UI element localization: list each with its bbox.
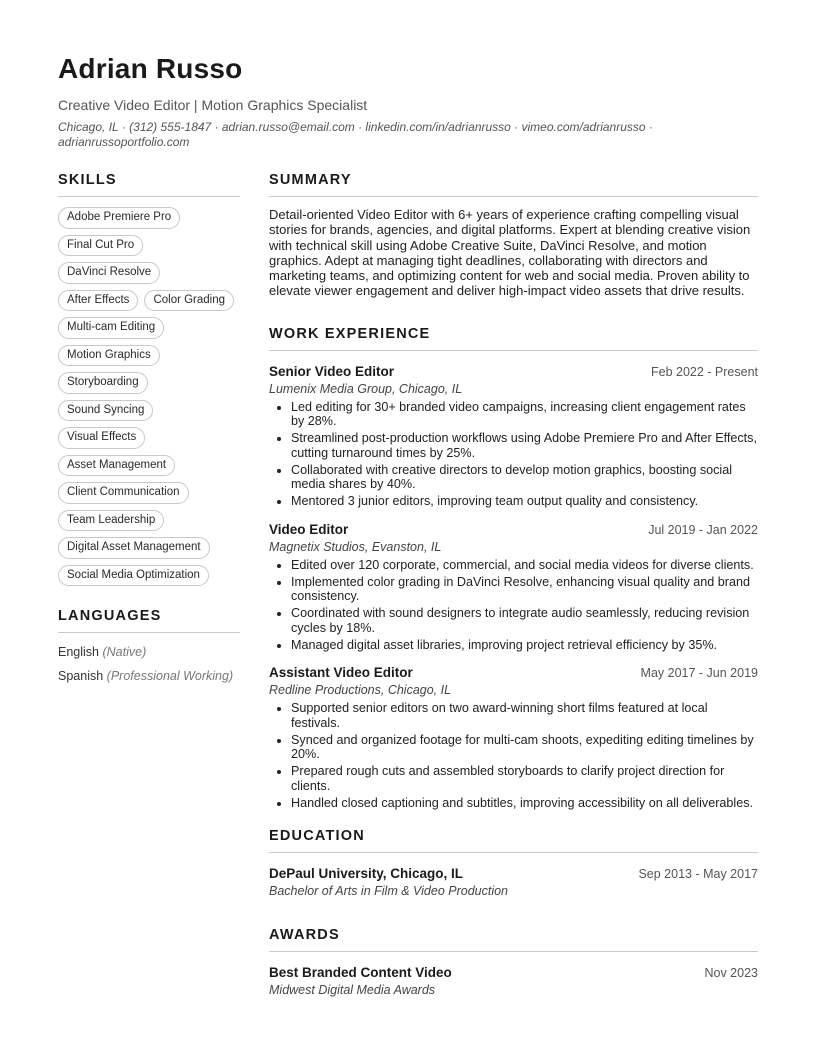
education-header xyxy=(269,865,758,882)
contact-line-1: Chicago, IL · (312) 555-1847 · adrian.russo@email.com · linkedin.com/in/adrianrusso · vimeo.com/adrianrusso · xyxy=(58,120,653,134)
job-bullet: • Collaborated with creative directors to develop motion graphics, boosting social media shares by 40%. xyxy=(291,463,758,492)
award-header xyxy=(269,964,758,981)
skill-chip: Social Media Optimization xyxy=(58,565,209,587)
degree: Bachelor of Arts in Film & Video Production xyxy=(269,884,509,899)
award-name: Best Branded Content Video xyxy=(269,965,452,981)
experience-section xyxy=(269,326,758,811)
award-issuer: Midwest Digital Media Awards xyxy=(269,983,436,998)
job-header xyxy=(269,363,758,380)
candidate-headline: Creative Video Editor | Motion Graphics Specialist xyxy=(58,97,368,113)
skill-chip: Asset Management xyxy=(58,455,175,477)
job-dates: Jul 2019 - Jan 2022 xyxy=(648,522,758,537)
job-entry xyxy=(269,363,758,509)
award-date: Nov 2023 xyxy=(704,966,758,981)
language-name: English xyxy=(58,645,99,659)
skill-chip: Storyboarding xyxy=(58,372,148,394)
job-bullet: • Implemented color grading in DaVinci Resolve, enhancing visual quality and brand consistency. xyxy=(291,575,758,604)
contact-info xyxy=(58,120,758,149)
skills-heading: SKILLS xyxy=(58,172,240,197)
skill-chip: Motion Graphics xyxy=(58,345,160,367)
job-dates: Feb 2022 - Present xyxy=(650,364,758,379)
job-bullet: • Edited over 120 corporate, commercial, and social media videos for diverse clients. xyxy=(291,558,758,573)
job-title: Senior Video Editor xyxy=(269,363,395,379)
job-company: Magnetix Studios, Evanston, IL xyxy=(269,539,442,554)
skill-chip: Adobe Premiere Pro xyxy=(58,207,180,229)
education-entry xyxy=(269,865,758,899)
languages-list xyxy=(58,643,240,686)
skill-chip: DaVinci Resolve xyxy=(58,262,160,284)
job-dates: May 2017 - Jun 2019 xyxy=(640,666,758,681)
job-bullet: • Synced and organized footage for multi-cam shoots, expediting editing timelines by 20%. xyxy=(291,733,758,762)
job-bullet: • Supported senior editors on two award-winning short films featured at local festivals. xyxy=(291,701,758,730)
skill-chip: Sound Syncing xyxy=(58,400,153,422)
skill-chip: Team Leadership xyxy=(58,510,164,532)
language-item xyxy=(58,643,240,663)
job-bullets xyxy=(269,400,758,509)
language-level: (Native) xyxy=(102,645,147,659)
job-bullet: • Coordinated with sound designers to integrate audio seamlessly, reducing revision cycles by 18%. xyxy=(291,606,758,635)
job-header xyxy=(269,664,758,681)
language-item xyxy=(58,667,240,687)
job-company: Redline Productions, Chicago, IL xyxy=(269,683,452,698)
job-title: Video Editor xyxy=(269,521,349,537)
summary-text: Detail-oriented Video Editor with 6+ years of experience crafting compelling visual stories for brands, agencies, and digital platforms. Expert at blending creative vision with technical skill using Adobe Creative Suite, DaVinci Resolve, and motion graphics. Adept at managing tight deadlines, collaborating with directors and marketing teams, and optimizing content for web and social media. Proven ability to elevate viewer engagement and deliver high-impact video assets that drive results. xyxy=(269,207,751,299)
contact-line-2: adrianrussoportfolio.com xyxy=(58,134,190,149)
languages-section xyxy=(58,608,240,686)
education-heading: EDUCATION xyxy=(269,828,758,853)
candidate-name: Adrian Russo xyxy=(58,53,243,84)
skill-chip: Visual Effects xyxy=(58,427,145,449)
skills-list xyxy=(58,207,240,586)
right-column xyxy=(269,172,758,998)
languages-heading: LANGUAGES xyxy=(58,608,240,633)
summary-section xyxy=(269,172,758,299)
job-bullets xyxy=(269,558,758,653)
job-bullet: • Streamlined post-production workflows using Adobe Premiere Pro and After Effects, cutting turnaround times by 25%. xyxy=(291,431,758,460)
job-bullets xyxy=(269,701,758,810)
resume-header xyxy=(58,52,758,149)
award-entry xyxy=(269,964,758,998)
skill-chip: Final Cut Pro xyxy=(58,235,143,257)
left-column xyxy=(58,172,240,690)
job-bullet: • Mentored 3 junior editors, improving team output quality and consistency. xyxy=(291,494,758,509)
skill-chip: Multi-cam Editing xyxy=(58,317,164,339)
job-bullet: • Managed digital asset libraries, improving project retrieval efficiency by 35%. xyxy=(291,638,758,653)
experience-heading: WORK EXPERIENCE xyxy=(269,326,758,351)
language-level: (Professional Working) xyxy=(106,668,234,683)
skill-chip: After Effects xyxy=(58,290,138,312)
job-header xyxy=(269,521,758,538)
language-name: Spanish xyxy=(58,668,104,683)
job-bullet: • Led editing for 30+ branded video campaigns, increasing client engagement rates by 28%. xyxy=(291,400,758,429)
job-entry xyxy=(269,521,758,653)
job-title: Assistant Video Editor xyxy=(269,665,413,681)
job-bullet: • Handled closed captioning and subtitles, improving accessibility on all deliverables. xyxy=(291,796,758,811)
skill-chip: Digital Asset Management xyxy=(58,537,210,559)
job-entry xyxy=(269,664,758,810)
school-name: DePaul University, Chicago, IL xyxy=(269,866,464,882)
awards-section xyxy=(269,927,758,998)
job-bullet: • Prepared rough cuts and assembled storyboards to clarify project direction for clients. xyxy=(291,764,758,793)
skill-chip: Client Communication xyxy=(58,482,189,504)
skills-section xyxy=(58,172,240,586)
skill-chip: Color Grading xyxy=(144,290,234,312)
awards-heading: AWARDS xyxy=(269,927,758,952)
summary-heading: SUMMARY xyxy=(269,172,758,197)
education-section xyxy=(269,828,758,899)
job-company: Lumenix Media Group, Chicago, IL xyxy=(269,381,463,396)
education-dates: Sep 2013 - May 2017 xyxy=(638,867,758,882)
